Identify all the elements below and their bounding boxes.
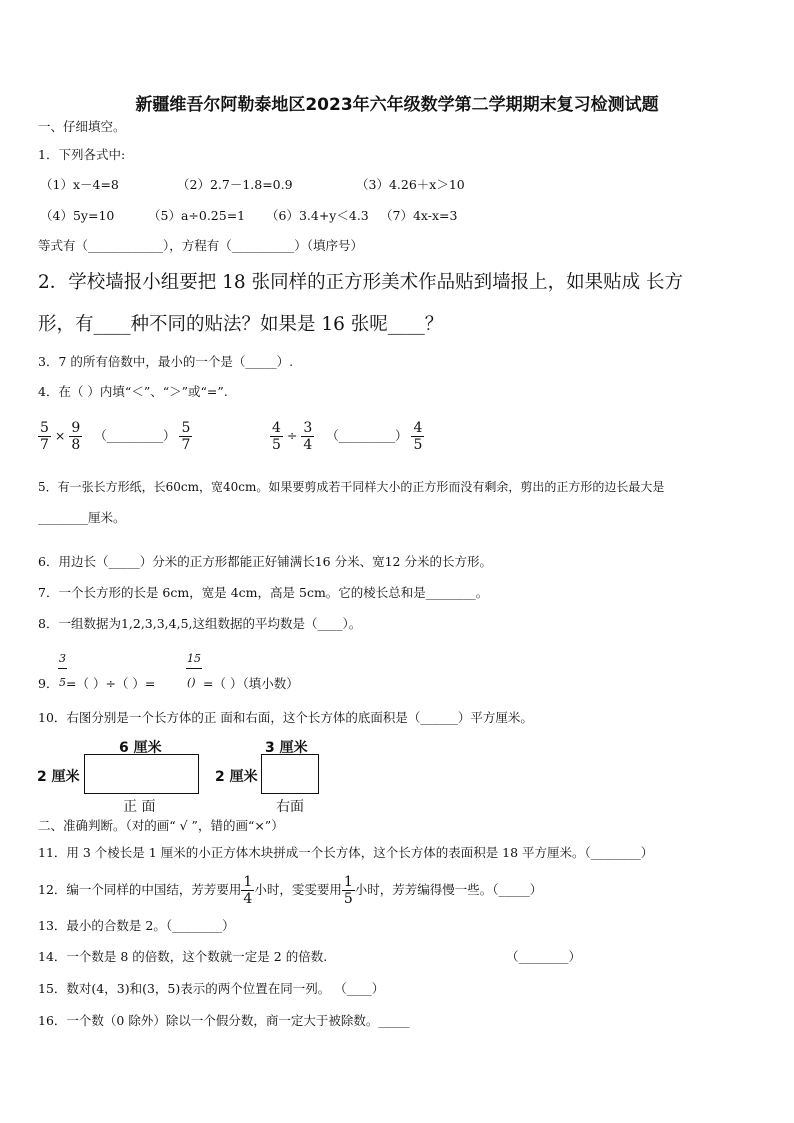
front-face-rectangle — [84, 754, 199, 794]
fraction: $\frac{4}{5}$ — [413, 420, 423, 454]
q5-line-2: ________厘米。 — [38, 510, 126, 525]
q13: 13．最小的合数是 2。（________） — [38, 918, 235, 933]
q1-item-4: （4）5y=10 — [40, 208, 115, 223]
q4-expression-2 — [270, 420, 424, 453]
fraction: $\frac{1}{4}$ — [243, 874, 253, 908]
front-side-label: 2 厘米 — [37, 769, 80, 785]
q1-item-7: （7）4x-x=3 — [380, 208, 458, 223]
operator: ÷ — [286, 428, 298, 444]
q10-text: 10．右图分别是一个长方体的正 面和右面，这个长方体的底面积是（______）平方厘米。 — [38, 710, 533, 725]
q5-line-1: 5．有一张长方形纸，长60cm，宽40cm。如果要剪成若干同样大小的正方形而没有剩余，剪出的正方形的边长最大是 — [38, 480, 665, 494]
q2-line-2: 形，有____种不同的贴法？如果是 16 张呢____？ — [38, 314, 444, 335]
q4-expression-1 — [38, 420, 192, 453]
q9-fraction-1-numerator: 3 — [59, 652, 66, 665]
answer-blank: （_________） — [326, 428, 408, 444]
front-top-label: 6 厘米 — [119, 740, 162, 756]
q6: 6．用边长（_____）分米的正方形都能正好铺满长16 分米、宽12 分米的长方形。 — [38, 554, 492, 569]
fraction: $\frac{4}{5}$ — [272, 420, 281, 454]
fraction: $\frac{1}{5}$ — [343, 874, 353, 908]
q9-middle: =（ ）÷（ ）= — [66, 676, 156, 691]
right-side-label: 2 厘米 — [215, 769, 258, 785]
q12-mid: 小时，雯雯要用 — [254, 882, 342, 898]
fraction: $\frac{9}{8}$ — [71, 420, 81, 454]
answer-blank: （_________） — [94, 428, 176, 444]
q1-item-2: （2）2.7－1.8=0.9 — [177, 177, 293, 192]
q1-stem: 1．下列各式中: — [38, 147, 126, 162]
q14-text: 14．一个数是 8 的倍数，这个数就一定是 2 的倍数. — [38, 949, 328, 964]
right-top-label: 3 厘米 — [265, 740, 308, 756]
q12 — [38, 874, 542, 907]
page-title: 新疆维吾尔阿勒泰地区2023年六年级数学第二学期期末复习检测试题 — [135, 95, 659, 115]
q9-label: 9． — [38, 676, 59, 691]
operator: × — [54, 428, 66, 444]
q9-tail: =（ ）（填小数） — [203, 676, 299, 691]
section-1-heading: 一、仔细填空。 — [38, 119, 126, 134]
q11: 11．用 3 个棱长是 1 厘米的小正方体木块拼成一个长方体，这个长方体的表面积是 18 平方厘米。（________） — [38, 845, 654, 860]
q3: 3．7 的所有倍数中，最小的一个是（_____）. — [38, 354, 294, 369]
q1-item-3: （3）4.26＋x＞10 — [356, 177, 465, 192]
q9-fraction-2-denominator: () — [187, 676, 196, 689]
q1-item-6: （6）3.4+y＜4.3 — [266, 208, 369, 223]
q9-fraction-2-bar — [186, 668, 202, 669]
q8: 8．一组数据为1,2,3,3,4,5,这组数据的平均数是（____）。 — [38, 616, 362, 631]
q9-fraction-1-bar — [58, 668, 67, 669]
right-face-rectangle — [261, 754, 319, 794]
q12-post: 小时，芳芳编得慢一些。（_____） — [354, 882, 543, 898]
q14-blank: （________） — [506, 949, 582, 964]
q9-fraction-2-numerator: 15 — [187, 652, 201, 665]
q1-answer-line: 等式有（____________），方程有（__________）（填序号） — [38, 238, 364, 253]
q15: 15．数对(4，3)和(3，5)表示的两个位置在同一列。 （____） — [38, 981, 385, 996]
q9-fraction-1-denominator: 5 — [59, 676, 66, 689]
q1-item-1: （1）x－4=8 — [40, 177, 119, 192]
section-2-heading: 二、准确判断。（对的画“ √ ”，错的画“×”） — [38, 818, 284, 833]
q2-line-1: 2．学校墙报小组要把 18 张同样的正方形美术作品贴到墙报上，如果贴成 长方 — [38, 272, 683, 293]
q7: 7．一个长方形的长是 6cm，宽是 4cm，高是 5cm。它的棱长总和是________。 — [38, 585, 489, 600]
q16: 16．一个数（0 除外）除以一个假分数，商一定大于被除数。_____ — [38, 1013, 410, 1028]
q1-item-5: （5）a÷0.25=1 — [148, 208, 246, 223]
right-caption: 右面 — [276, 799, 304, 815]
q4-stem: 4．在（ ）内填“＜”、“＞”或“=”. — [38, 384, 228, 399]
fraction: $\frac{3}{4}$ — [303, 420, 313, 454]
fraction: $\frac{5}{7}$ — [40, 420, 49, 454]
front-caption: 正 面 — [123, 799, 156, 815]
q12-pre: 12．编一个同样的中国结，芳芳要用 — [38, 882, 242, 898]
fraction: $\frac{5}{7}$ — [181, 420, 191, 454]
